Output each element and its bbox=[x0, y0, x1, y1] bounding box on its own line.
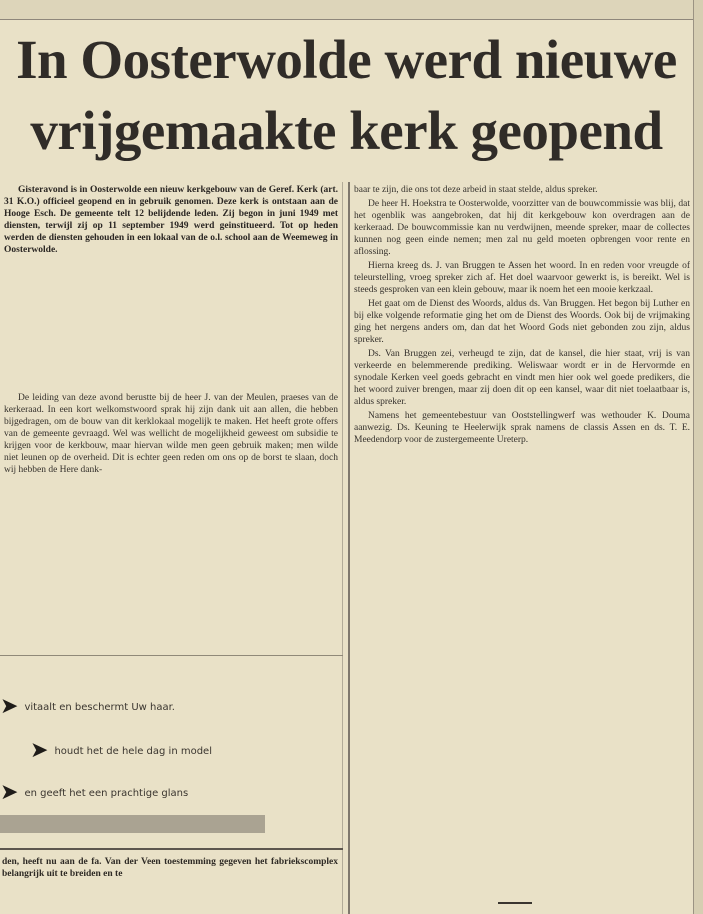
right-paragraph-1: baar te zijn, die ons tot deze arbeid in staat stelde, aldus spreker. bbox=[354, 185, 598, 195]
page-edge bbox=[693, 0, 703, 914]
arrow-right-icon: ➤ bbox=[30, 738, 49, 763]
right-paragraph-6: Namens het gemeentebestuur van Ooststellingwerf was wethouder K. Douma aanwezig. Ds. Keuning te Heelerwijk sprak namens de classis Assen en ds. T. E. Meedendorp voor de zustergemeente Ureterp. bbox=[354, 411, 690, 445]
ad-line-1: ➤ vitaalt en beschermt Uw haar. bbox=[0, 694, 175, 719]
arrow-right-icon: ➤ bbox=[0, 694, 19, 719]
article-end-dash bbox=[498, 902, 532, 904]
next-article-text: den, heeft nu aan de fa. Van der Veen toestemming gegeven het fabriekscomplex belangrijk uit te breiden en te bbox=[2, 857, 338, 879]
headline-line-2: vrijgemaakte kerk geopend bbox=[30, 100, 663, 161]
left-column-lead bbox=[4, 184, 338, 384]
previous-article-strip bbox=[0, 0, 703, 20]
ad-line-3: ➤ en geeft het een prachtige glans bbox=[0, 780, 189, 805]
right-column bbox=[354, 184, 690, 904]
right-paragraph-2: De heer H. Hoekstra te Oosterwolde, voorzitter van de bouwcommissie was blij, dat het ogenblik was aangebroken, dat hij dit kerkgebouw kon overdragen aan de kerkeraad. De bouwcommissie kan nu verdwijnen, meende spreker, maar de collectes kunnen nog geen einde nemen; men zal nu geld moeten opbrengen voor rente en aflossing. bbox=[354, 199, 690, 257]
left-column-body bbox=[4, 392, 338, 647]
ad-shaded-bar bbox=[0, 815, 265, 833]
right-paragraph-4: Het gaat om de Dienst des Woords, aldus ds. Van Bruggen. Het begon bij Luther en bij elke volgende reformatie ging het om de Dienst des Woords. Ook bij de vrijmaking ging het nergens anders om, dan dat het Woord Gods niet gebonden zou zijn, aldus spreker. bbox=[354, 299, 690, 345]
right-paragraph-5: Ds. Van Bruggen zei, verheugd te zijn, dat de kansel, die hier staat, vrij is van verkeerde en belemmerende prediking. Weliswaar wordt er in de Hervormde en synodale Kerken veel goeds gebracht en vindt men hier ook wel goede predikers, die het woord zuiver brengen, maar zij doen dit op een kansel, waar dit niet toelaatbaar is, aldus spreker. bbox=[354, 349, 690, 407]
right-paragraph-3: Hierna kreeg ds. J. van Bruggen te Assen het woord. In en reden voor vreugde of teleurstelling, vroeg spreker zich af. Het doel waarvoor gewerkt is, is bereikt. Wel is steeds gesproken van een klein gebouw, maar ik noem het een mooie kerkzaal. bbox=[354, 261, 690, 295]
article-headline bbox=[0, 22, 693, 172]
headline-line-1: In Oosterwolde werd nieuwe bbox=[16, 29, 677, 90]
ad-line-2: ➤ houdt het de hele dag in model bbox=[30, 738, 212, 763]
body-paragraph: De leiding van deze avond berustte bij de heer J. van der Meulen, praeses van de kerkeraad. In een kort welkomstwoord sprak hij zijn dank uit aan allen, die hebben bijgedragen, om de bouw van dit kerklokaal mogelijk te maken. Het heeft grote offers van de gemeente gevraagd. Wel was wellicht de mogelijkheid geweest om subsidie te krijgen voor de kerkbouw, maar hiervan wilde men geen gebruik maken; men wilde niet leunen op de overheid. Dit is echter geen reden om ons op de borst te slaan, doch wij hebben de Here dank- bbox=[4, 393, 338, 475]
section-separator bbox=[0, 848, 343, 850]
arrow-right-icon: ➤ bbox=[0, 780, 19, 805]
lead-paragraph: Gisteravond is in Oosterwolde een nieuw kerkgebouw van de Geref. Kerk (art. 31 K.O.) officieel geopend en in gebruik genomen. Deze kerk is ontstaan aan de Hooge Esch. De gemeente telt 12 belijdende leden. Zij begon in juni 1949 met diensten, terwijl zij op 11 september 1949 werd geinstitueerd. Tot op heden werden de diensten gehouden in een lokaal van de o.l. school aan de Weemeweg in Oosterwolde. bbox=[4, 185, 338, 255]
column-rule bbox=[348, 182, 350, 914]
